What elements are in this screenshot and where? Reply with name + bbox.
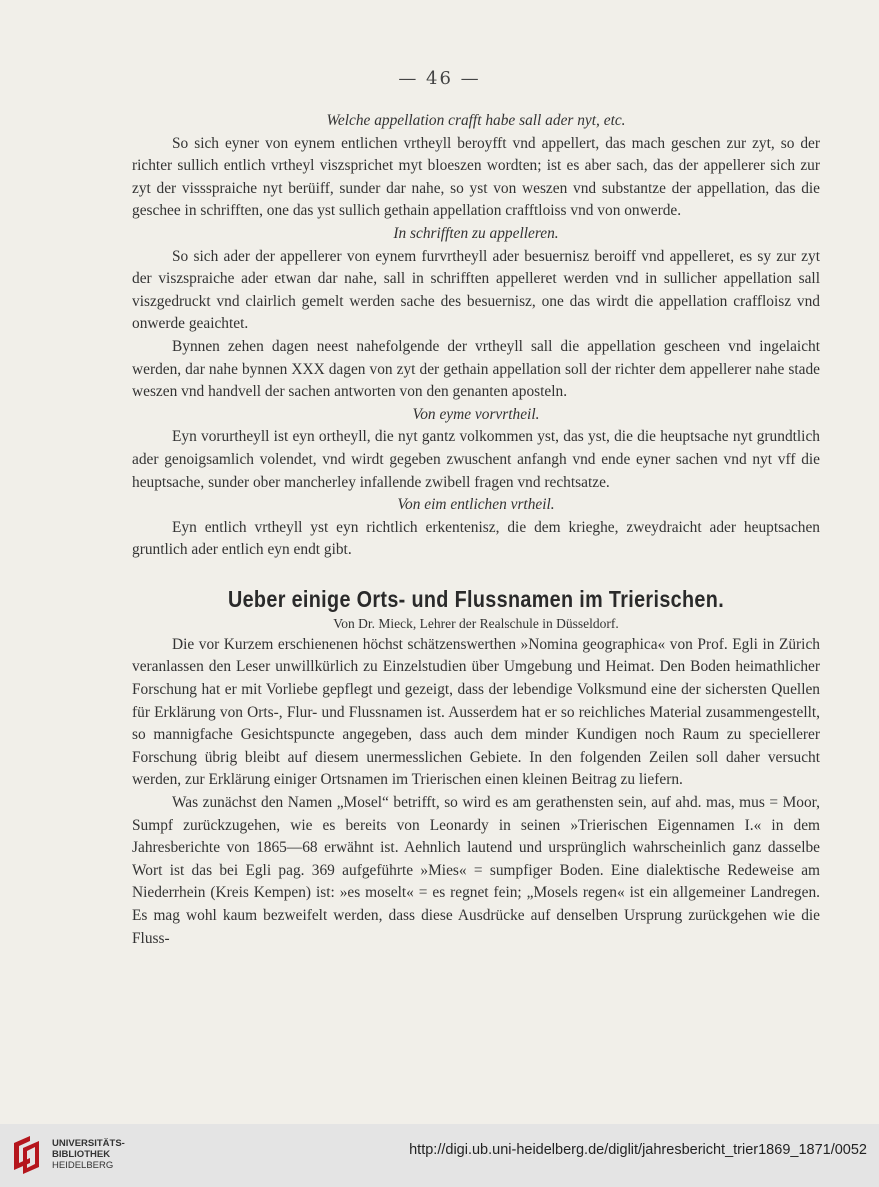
- subheading: In schrifften zu appelleren.: [393, 224, 559, 242]
- page-number: — 46 —: [398, 68, 481, 89]
- subheading: Welche appellation crafft habe sall ader nyt, etc.: [326, 112, 626, 129]
- source-url-link[interactable]: http://digi.ub.uni-heidelberg.de/diglit/jahresbericht_trier1869_1871/0052: [409, 1142, 867, 1158]
- article-title: Ueber einige Orts- und Flussnamen im Trierischen.: [227, 585, 725, 612]
- paragraph: So sich ader der appellerer von eynem furvrtheyll ader besuernisz beroiff vnd appelleret, es sy zur zyt der viszspraiche ader etwan dar nahe, sall in schrifften appelleret werden vnd in sullicher appellation sall viszgedruckt vnd clairlich gemelt werden sache des besuernisz, one das wirdt die appellation craffloisz vnd onwerde geaichtet.: [132, 247, 820, 333]
- library-name-line3: HEIDELBERG: [52, 1160, 114, 1171]
- library-name-line1: UNIVERSITÄTS-: [52, 1138, 125, 1149]
- library-logo-icon: [10, 1133, 44, 1177]
- article-byline: Von Dr. Mieck, Lehrer der Realschule in Düsseldorf.: [333, 615, 619, 631]
- footer-bar: [0, 1124, 879, 1187]
- paragraph: Eyn entlich vrtheyll yst eyn richtlich erkentenisz, die dem krieghe, zweydraicht ader heuptsachen gruntlich ader entlich eyn endt gibt.: [132, 518, 820, 559]
- subheading: Von eim entlichen vrtheil.: [397, 496, 555, 514]
- subheading: Von eyme vorvrtheil.: [412, 405, 540, 423]
- library-name-line2: BIBLIOTHEK: [52, 1149, 111, 1160]
- page-text: [132, 110, 820, 950]
- paragraph: Bynnen zehen dagen neest nahefolgende der vrtheyll sall die appellation gescheen vnd ingelaicht werden, dar nahe bynnen XXX dagen von zyt der gethain appellation soll der richter dem appellerer nahe stade weszen vnd handvell der sachen antworten von den genanten aposteln.: [132, 337, 820, 401]
- library-name: [52, 1138, 125, 1171]
- paragraph: Was zunächst den Namen „Mosel“ betrifft, so wird es am gerathensten sein, auf ahd. mas, mus = Moor, Sumpf zurückzugehen, wie es bereits von Leonardy in seinen »Trierischen Eigennamen I.« in dem Jahresberichte von 1865—68 erwähnt ist. Aehnlich lautend und ursprünglich wahrscheinlich ganz dasselbe Wort ist das bei Egli pag. 369 aufgeführte »Mies« = sumpfiger Boden. Eine dialektische Redeweise am Niederrhein (Kreis Kempen) ist: »es moselt« = es regnet fein; „Mosels regen« ist ein allgemeiner Landregen. Es mag wohl kaum bezweifelt werden, dass diese Ausdrücke auf denselben Ursprung zurückgehen wie die Fluss-: [132, 794, 820, 947]
- paragraph: So sich eyner von eynem entlichen vrtheyll beroyfft vnd appellert, das mach geschen zur zyt, so der richter sullich entlich vrtheyl viszsprichet myt bloeszen wordten; ist es aber sach, das der appellerer sich zur zyt der vissspraiche nyt berüiff, sunder dar nahe, so yst von weszen vnd substantze der appellation, das die geschee in schrifften, one das yst sullich gethain appellation crafftloiss vnd von onwerde.: [132, 134, 820, 220]
- paragraph: Eyn vorurtheyll ist eyn ortheyll, die nyt gantz volkommen yst, das yst, die die heuptsache nyt grundtlich ader genoigsamlich volendet, vnd wirdt gegeben zwuschent anfangh vnd ende eyner sachen vnd nyt vff die heuptsache, sunder ober mancherley infallende zwibell fragen vnd rechtsatze.: [132, 428, 820, 491]
- paragraph: Die vor Kurzem erschienenen höchst schätzenswerthen »Nomina geographica« von Prof. Egli in Zürich veranlassen den Leser unwillkürlich zu Einzelstudien über Umgebung und Heimat. Den Boden heimathlicher Forschung hat er mit Vorliebe gepflegt und gezeigt, dass der lebendige Volksmund eine der sichersten Quellen für Erklärung von Orts-, Flur- und Flussnamen ist. Ausserdem hat er so reichliches Material zusammengestellt, so mannigfache Gesichtspuncte angegeben, dass auch dem minder Kundigen noch Raum zu speciellerer Forschung übrig bleibt auf diesem unermesslichen Gebiete. In den folgenden Zeilen soll daher versucht werden, zur Erklärung einiger Ortsnamen im Trierischen einen kleinen Beitrag zu liefern.: [132, 635, 820, 789]
